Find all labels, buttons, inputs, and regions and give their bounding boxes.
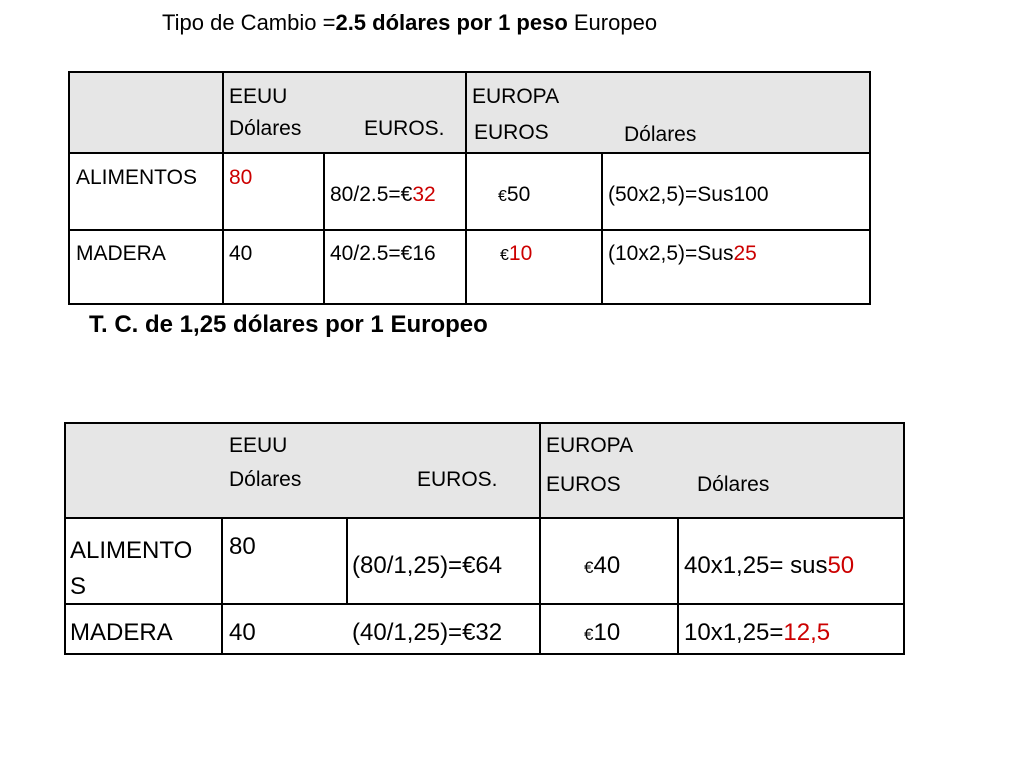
table1-row1-calc — [330, 183, 436, 207]
table1-header-euros: EUROS — [474, 121, 549, 144]
table1-row1-label: ALIMENTOS — [76, 166, 197, 189]
title-bold: 2.5 dólares por 1 peso — [335, 10, 568, 35]
table1-row2-eeuu: 40 — [229, 242, 253, 265]
table2-col-divider-1 — [221, 517, 223, 654]
table1-header-eeuu: EEUU — [229, 85, 288, 108]
table1-row2-label: MADERA — [76, 242, 166, 265]
table1-row2-calc — [330, 242, 436, 266]
table2-row1-eeuu: 80 — [229, 533, 256, 560]
table2-row1-calc — [352, 552, 502, 580]
table2-row2-eeuu: 40 — [229, 619, 256, 646]
table2-row2-label: MADERA — [70, 619, 173, 646]
table1-header-divider — [69, 152, 870, 154]
table2-row1-usd — [684, 552, 854, 580]
euro-symbol-icon: € — [500, 247, 509, 264]
table2-row2-usd-prefix: 10x1,25= — [684, 619, 784, 646]
table2-header-divider — [65, 517, 904, 519]
table1-row2-usd-prefix: (10x2,5)=Sus — [608, 242, 734, 265]
section-subtitle: T. C. de 1,25 dólares por 1 Europeo — [89, 311, 488, 338]
table2-row1-label-line1: ALIMENTO — [70, 537, 193, 564]
table1-row2-euro — [500, 242, 532, 266]
table2-row2-calc-prefix: (40/1,25)=€ — [352, 619, 476, 646]
table2-row2-calc-value: 32 — [475, 619, 503, 646]
table1-row2-calc-value: 16 — [412, 242, 436, 265]
table2-header-eeuu: EEUU — [229, 434, 288, 457]
euro-symbol-icon: € — [498, 188, 507, 205]
table1-col-divider-1 — [222, 72, 224, 304]
table1-row1-calc-prefix: 80/2.5=€ — [330, 183, 413, 206]
table1-row1-usd-value: 100 — [733, 183, 769, 206]
table1-row1-usd — [608, 183, 769, 207]
euro-symbol-icon: € — [584, 558, 594, 577]
table2-col-divider-2a — [346, 517, 348, 605]
table1-header-europa: EUROPA — [472, 85, 560, 108]
table1-row1-euro — [498, 183, 530, 207]
table2-row1-euro-value: 40 — [593, 552, 621, 579]
table2-row2-euro-value: 10 — [593, 619, 621, 646]
table1-header-dolares-2: Dólares — [624, 123, 697, 146]
table1-row1-calc-value: 32 — [412, 183, 436, 206]
table1-row2-euro-value: 10 — [508, 242, 533, 265]
table2-row2-usd-value: 12,5 — [783, 619, 831, 646]
page-title — [162, 10, 657, 36]
table1-col-divider-2 — [323, 152, 325, 304]
table1-row2-calc-prefix: 40/2.5=€ — [330, 242, 413, 265]
table1-header-dolares: Dólares — [229, 117, 302, 140]
table2-row2-usd — [684, 619, 830, 647]
table2-row2-euro — [584, 619, 620, 647]
table2-header-europa: EUROPA — [546, 434, 634, 457]
table1-header-euros-dot: EUROS. — [364, 117, 445, 140]
table2-row1-euro — [584, 552, 620, 580]
table2-header-dolares: Dólares — [229, 468, 302, 491]
title-prefix: Tipo de Cambio = — [162, 10, 336, 35]
table1-col-divider-3 — [465, 72, 467, 304]
table2-col-divider-4 — [677, 517, 679, 654]
table2-row1-usd-prefix: 40x1,25= sus — [684, 552, 828, 579]
table2-header-euros: EUROS — [546, 473, 621, 496]
table2-header-euros-dot: EUROS. — [417, 468, 498, 491]
table1-row2-usd-value: 25 — [733, 242, 757, 265]
table2-row2-calc — [352, 619, 502, 647]
table1-row-divider — [69, 229, 870, 231]
table2-header-dolares-2: Dólares — [697, 473, 770, 496]
table1-row1-euro-value: 50 — [506, 183, 531, 206]
table2-row1-calc-prefix: (80/1,25)=€ — [352, 552, 476, 579]
table2-row1-label-line2: S — [70, 573, 87, 600]
table1-col-divider-4 — [601, 152, 603, 304]
euro-symbol-icon: € — [584, 625, 594, 644]
table2-col-divider-3 — [539, 423, 541, 654]
table1-row1-usd-prefix: (50x2,5)=Sus — [608, 183, 734, 206]
table2-row1-label — [70, 533, 192, 605]
table2-row1-usd-value: 50 — [827, 552, 855, 579]
title-suffix: Europeo — [567, 10, 658, 35]
table1-row1-eeuu: 80 — [229, 166, 253, 189]
table1-row2-usd — [608, 242, 757, 266]
table2-row1-calc-value: 64 — [475, 552, 503, 579]
